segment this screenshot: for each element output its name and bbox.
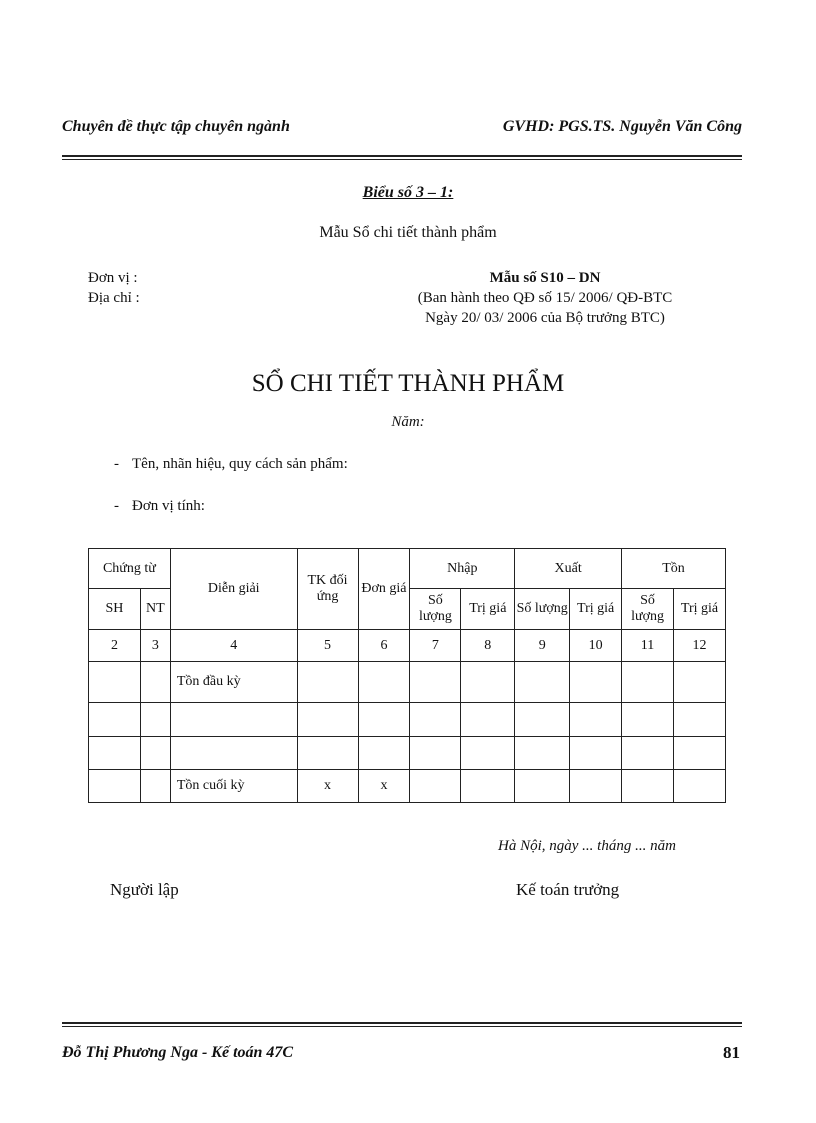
- address-label: Địa chỉ :: [88, 290, 140, 306]
- row-opening-label: Tồn đầu kỳ: [170, 662, 297, 703]
- header-rule: [62, 155, 742, 160]
- table-row-closing: [89, 770, 726, 803]
- header-xuat-trigia: Trị giá: [570, 589, 622, 630]
- bullet-unit-text: Đơn vị tính:: [132, 498, 205, 514]
- header-diengiai: Diễn giải: [170, 549, 297, 630]
- bullet-product-spec-text: Tên, nhãn hiệu, quy cách sản phẩm:: [132, 456, 348, 472]
- col-number: 12: [674, 630, 726, 662]
- header-tk-doi-ung: TK đối ứng: [297, 549, 358, 630]
- footer-rule: [62, 1022, 742, 1027]
- place-date: Hà Nội, ngày ... tháng ... năm: [498, 838, 676, 854]
- header-don-gia: Đơn giá: [358, 549, 410, 630]
- preparer-label: Người lập: [110, 880, 179, 899]
- header-nhap: Nhập: [410, 549, 515, 589]
- header-xuat-soluong: Số lượng: [515, 589, 570, 630]
- figure-subtitle: Mẫu Sổ chi tiết thành phẩm: [319, 224, 497, 241]
- col-number: 6: [358, 630, 410, 662]
- header-nhap-soluong: Số lượng: [410, 589, 461, 630]
- col-number: 4: [170, 630, 297, 662]
- bullet-product-spec: - Tên, nhãn hiệu, quy cách sản phẩm:: [114, 456, 348, 472]
- header-ton-trigia: Trị giá: [674, 589, 726, 630]
- table-row: [89, 703, 726, 737]
- form-decree-line-1: (Ban hành theo QĐ số 15/ 2006/ QĐ-BTC: [417, 290, 673, 306]
- year-label: Năm:: [391, 414, 425, 430]
- col-number: 10: [570, 630, 622, 662]
- page-number: 81: [723, 1043, 740, 1062]
- header-supervisor: GVHD: PGS.TS. Nguyễn Văn Công: [502, 118, 742, 135]
- form-code: Mẫu số S10 – DN: [489, 270, 601, 286]
- footer-author: Đỗ Thị Phương Nga - Kế toán 47C: [62, 1044, 294, 1061]
- table-row: [89, 737, 726, 770]
- col-number: 5: [297, 630, 358, 662]
- col-number: 7: [410, 630, 461, 662]
- col-number: 11: [622, 630, 674, 662]
- closing-dongia-mark: x: [358, 770, 410, 803]
- header-ton-soluong: Số lượng: [622, 589, 674, 630]
- ledger-table: [88, 548, 726, 803]
- col-number: 9: [515, 630, 570, 662]
- header-nhap-trigia: Trị giá: [461, 589, 515, 630]
- header-ton: Tồn: [622, 549, 726, 589]
- bullet-unit: - Đơn vị tính:: [114, 498, 205, 514]
- closing-tk-mark: x: [297, 770, 358, 803]
- unit-label: Đơn vị :: [88, 270, 138, 286]
- figure-label: Biểu số 3 – 1:: [362, 184, 454, 201]
- col-number: 2: [89, 630, 141, 662]
- chief-accountant-label: Kế toán trưởng: [516, 880, 620, 899]
- header-course-title: Chuyên đề thực tập chuyên ngành: [62, 118, 290, 135]
- form-code-block: [410, 268, 680, 328]
- unit-block: [88, 268, 140, 308]
- form-decree-line-2: Ngày 20/ 03/ 2006 của Bộ trưởng BTC): [425, 310, 665, 326]
- header-chungtu: Chứng từ: [89, 549, 171, 589]
- row-closing-label: Tồn cuối kỳ: [170, 770, 297, 803]
- col-number: 8: [461, 630, 515, 662]
- ledger-title: SỔ CHI TIẾT THÀNH PHẨM: [251, 370, 565, 397]
- column-number-row: [89, 630, 726, 662]
- header-nt: NT: [140, 589, 170, 630]
- header-xuat: Xuất: [515, 549, 622, 589]
- table-row-opening: [89, 662, 726, 703]
- header-sh: SH: [89, 589, 141, 630]
- col-number: 3: [140, 630, 170, 662]
